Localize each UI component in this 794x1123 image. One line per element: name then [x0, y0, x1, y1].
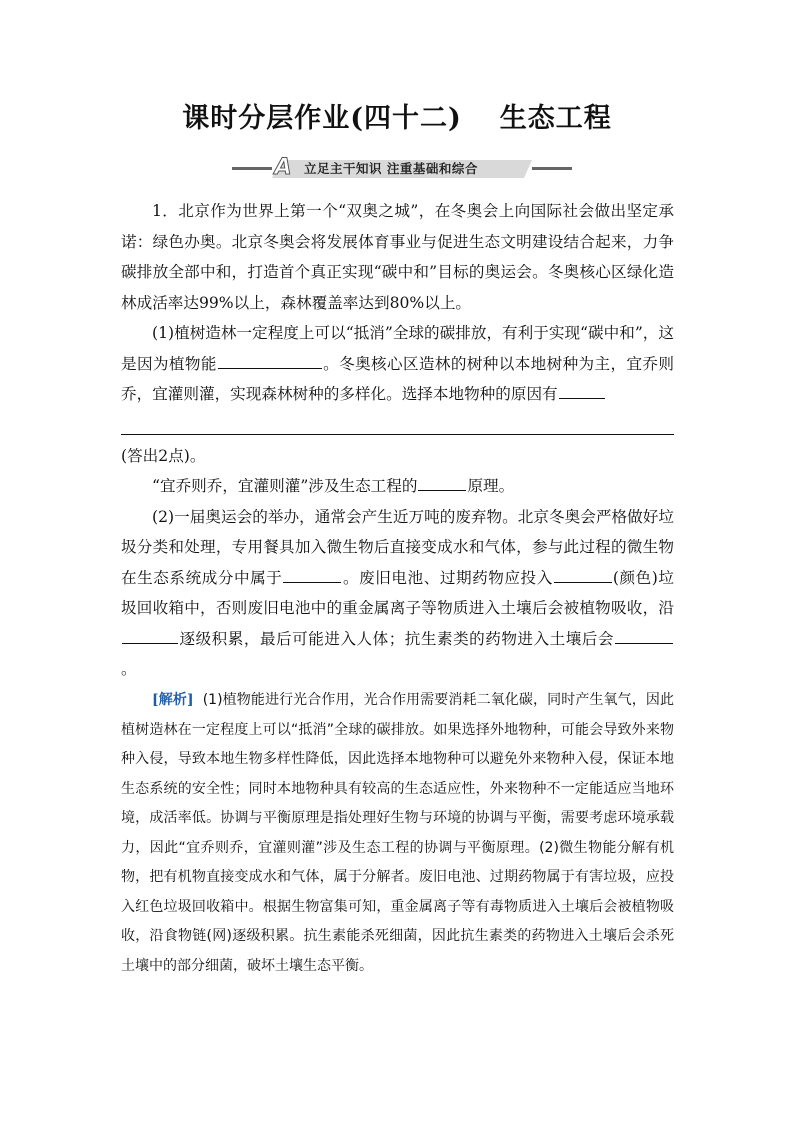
answer-blank[interactable]: [615, 625, 673, 644]
section-divider-right: [532, 167, 572, 170]
answer-blank[interactable]: [218, 350, 322, 369]
section-letter-badge: A: [274, 155, 292, 180]
answer-blank[interactable]: [554, 564, 612, 583]
section-divider-left: [232, 167, 272, 170]
question-part-1-principle: “宜乔则乔，宜灌则灌”涉及生态工程的 原理。: [121, 471, 674, 502]
page-title: [0, 96, 794, 135]
title-topic: 生态工程: [499, 103, 612, 134]
answer-blank[interactable]: [283, 564, 341, 583]
section-label: 立足主干知识 注重基础和综合: [304, 161, 478, 176]
question-part-1: (1)植树造林一定程度上可以“抵消”全球的碳排放，有利于实现“碳中和”，这是因为植物能 。冬奥核心区造林的树种以本地树种为主，宜乔则乔，宜灌则灌，实现森林树种的多样化。选择本地物种的原因有: [121, 324, 674, 403]
section-header: [232, 157, 572, 181]
answer-blank[interactable]: [122, 625, 178, 644]
answer-blank[interactable]: [418, 472, 466, 491]
title-main: 课时分层作业(四十二): [182, 103, 462, 134]
question-1: [121, 196, 674, 685]
question-part-2: (2)一届奥运会的举办，通常会产生近万吨的废弃物。北京冬奥会严格做好垃圾分类和处理，专用餐具加入微生物后直接变成水和气体，参与此过程的微生物在生态系统成分中属于 。废旧电池、过期药物应投入 (颜色)垃圾回收箱中，否则废旧电池中的重金属离子等物质进入土壤后会被植物吸收，沿逐级积累，最后可能进入人体；抗生素类的药物进入土壤后会。: [121, 507, 674, 678]
question-part-1-note: (答出2点)。: [121, 446, 206, 465]
question-stem: 1．北京作为世界上第一个“双奥之城”，在冬奥会上向国际社会做出坚定承诺：绿色办奥。北京冬奥会将发展体育事业与促进生态文明建设结合起来，力争碳排放全部中和，打造首个真正实现“碳中和”目标的奥运会。冬奥核心区绿化造林成活率达99%以上，森林覆盖率达到80%以上。: [121, 202, 674, 312]
analysis-tag: [解析]: [152, 692, 194, 708]
analysis-text: (1)植物能进行光合作用，光合作用需要消耗二氧化碳，同时产生氧气，因此植树造林在一定程度上可以“抵消”全球的碳排放。如果选择外地物种，可能会导致外来物种入侵，导致本地生物多样性降低，因此选择本地物种可以避免外来物种入侵，保证本地生态系统的安全性；同时本地物种具有较高的生态适应性，外来物种不一定能适应当地环境，成活率低。协调与平衡原理是指处理好生物与环境的协调与平衡，需要考虑环境承载力，因此“宜乔则乔，宜灌则灌”涉及生态工程的协调与平衡原理。(2)微生物能分解有机物，把有机物直接变成水和气体，属于分解者。废旧电池、过期药物属于有害垃圾，应投入红色垃圾回收箱中。根据生物富集可知，重金属离子等有毒物质进入土壤后会被植物吸收，沿食物链(网)逐级积累。抗生素能杀死细菌，因此抗生素类的药物进入土壤后会杀死土壤中的部分细菌，破坏土壤生态平衡。: [121, 692, 674, 974]
answer-blank[interactable]: [559, 380, 605, 399]
analysis-block: [121, 686, 674, 981]
answer-line[interactable]: [121, 410, 674, 435]
analysis-paragraph: [121, 686, 674, 981]
